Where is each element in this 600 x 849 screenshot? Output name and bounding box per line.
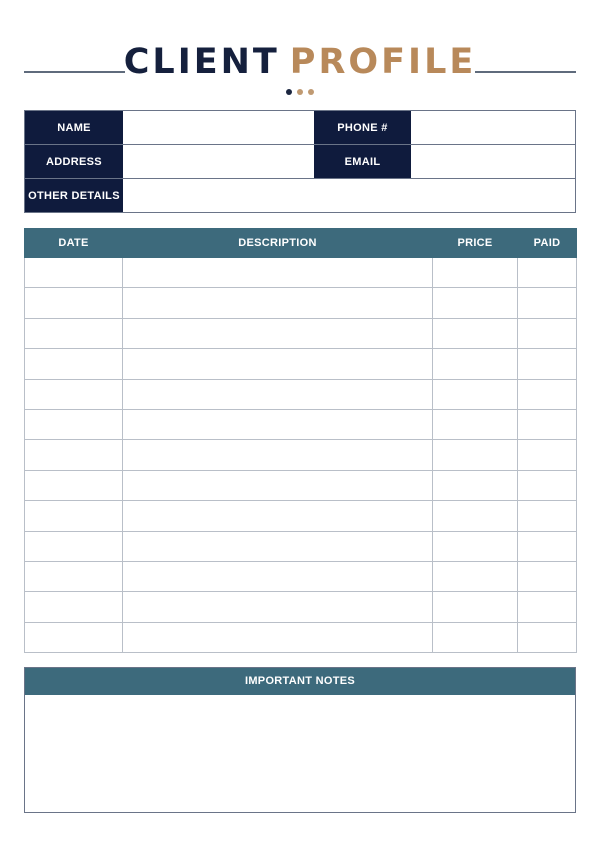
other-details-label: OTHER DETAILS: [25, 179, 123, 212]
price-column-header: PRICE: [433, 229, 518, 258]
table-row: [25, 318, 577, 348]
price-cell[interactable]: [433, 470, 518, 500]
table-row: [25, 379, 577, 409]
date-cell[interactable]: [25, 288, 123, 318]
date-cell[interactable]: [25, 318, 123, 348]
records-table: [24, 228, 577, 653]
table-row: [25, 258, 577, 288]
price-cell[interactable]: [433, 561, 518, 591]
phone-label: PHONE #: [314, 111, 411, 144]
date-cell[interactable]: [25, 349, 123, 379]
date-cell[interactable]: [25, 592, 123, 622]
table-row: [25, 501, 577, 531]
important-notes-field[interactable]: [25, 695, 575, 812]
title-ornament-dots: [0, 89, 600, 95]
description-cell[interactable]: [123, 349, 433, 379]
paid-cell[interactable]: [518, 349, 577, 379]
description-cell[interactable]: [123, 531, 433, 561]
email-label: EMAIL: [314, 145, 411, 178]
date-cell[interactable]: [25, 470, 123, 500]
ornament-dot: [308, 89, 314, 95]
price-cell[interactable]: [433, 531, 518, 561]
description-cell[interactable]: [123, 409, 433, 439]
address-field[interactable]: [123, 145, 314, 178]
description-cell[interactable]: [123, 258, 433, 288]
name-field[interactable]: [123, 111, 314, 144]
other-details-field[interactable]: [123, 179, 575, 212]
paid-cell[interactable]: [518, 258, 577, 288]
table-row: [25, 622, 577, 652]
paid-cell[interactable]: [518, 561, 577, 591]
description-column-header: DESCRIPTION: [123, 229, 433, 258]
client-info-row: [25, 179, 575, 212]
important-notes-box: [24, 667, 576, 813]
description-cell[interactable]: [123, 288, 433, 318]
date-cell[interactable]: [25, 622, 123, 652]
description-cell[interactable]: [123, 440, 433, 470]
paid-cell[interactable]: [518, 592, 577, 622]
paid-cell[interactable]: [518, 501, 577, 531]
table-row: [25, 531, 577, 561]
paid-cell[interactable]: [518, 531, 577, 561]
description-cell[interactable]: [123, 561, 433, 591]
date-cell[interactable]: [25, 440, 123, 470]
price-cell[interactable]: [433, 622, 518, 652]
date-cell[interactable]: [25, 258, 123, 288]
client-info-row: [25, 145, 575, 179]
paid-cell[interactable]: [518, 318, 577, 348]
description-cell[interactable]: [123, 379, 433, 409]
phone-field[interactable]: [411, 111, 575, 144]
client-info-row: [25, 111, 575, 145]
description-cell[interactable]: [123, 501, 433, 531]
price-cell[interactable]: [433, 379, 518, 409]
price-cell[interactable]: [433, 592, 518, 622]
records-header-row: [25, 229, 577, 258]
date-cell[interactable]: [25, 561, 123, 591]
paid-cell[interactable]: [518, 409, 577, 439]
description-cell[interactable]: [123, 318, 433, 348]
table-row: [25, 561, 577, 591]
ornament-dot: [297, 89, 303, 95]
price-cell[interactable]: [433, 440, 518, 470]
table-row: [25, 440, 577, 470]
paid-cell[interactable]: [518, 470, 577, 500]
price-cell[interactable]: [433, 258, 518, 288]
paid-cell[interactable]: [518, 440, 577, 470]
table-row: [25, 288, 577, 318]
important-notes-title: IMPORTANT NOTES: [25, 668, 575, 695]
description-cell[interactable]: [123, 622, 433, 652]
page-title: [0, 38, 600, 86]
date-cell[interactable]: [25, 379, 123, 409]
paid-cell[interactable]: [518, 622, 577, 652]
date-column-header: DATE: [25, 229, 123, 258]
date-cell[interactable]: [25, 501, 123, 531]
table-row: [25, 592, 577, 622]
description-cell[interactable]: [123, 470, 433, 500]
client-info-form: [24, 110, 576, 213]
table-row: [25, 470, 577, 500]
records-body: [25, 258, 577, 653]
name-label: NAME: [25, 111, 123, 144]
price-cell[interactable]: [433, 288, 518, 318]
email-field[interactable]: [411, 145, 575, 178]
price-cell[interactable]: [433, 318, 518, 348]
table-row: [25, 409, 577, 439]
paid-cell[interactable]: [518, 288, 577, 318]
ornament-dot: [286, 89, 292, 95]
price-cell[interactable]: [433, 409, 518, 439]
table-row: [25, 349, 577, 379]
paid-column-header: PAID: [518, 229, 577, 258]
date-cell[interactable]: [25, 409, 123, 439]
page-header: [0, 0, 600, 100]
price-cell[interactable]: [433, 501, 518, 531]
paid-cell[interactable]: [518, 379, 577, 409]
price-cell[interactable]: [433, 349, 518, 379]
date-cell[interactable]: [25, 531, 123, 561]
title-word-profile: PROFILE: [289, 42, 477, 82]
description-cell[interactable]: [123, 592, 433, 622]
address-label: ADDRESS: [25, 145, 123, 178]
title-word-client: CLIENT: [123, 42, 280, 82]
